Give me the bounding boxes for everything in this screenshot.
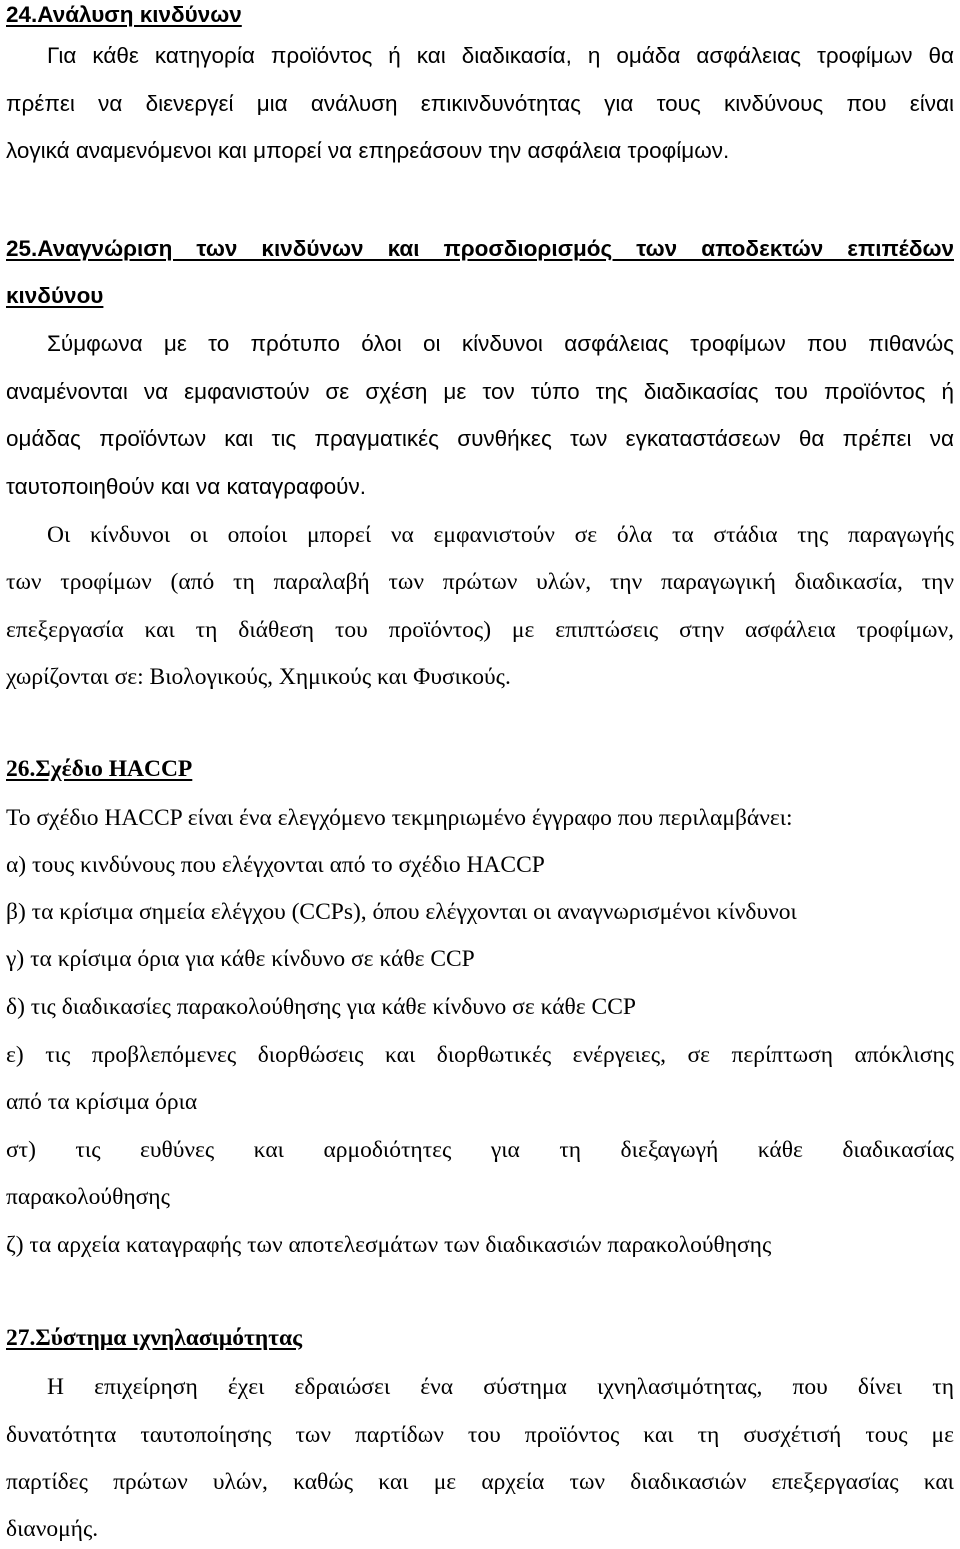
section-26-heading: 26.Σχέδιο HACCP	[6, 756, 193, 782]
section-26-item-z: ζ) τα αρχεία καταγραφής των αποτελεσμάτων των διαδικασιών παρακολούθησης	[6, 1232, 772, 1258]
section-26-item-d: δ) τις διαδικασίες παρακολούθησης για κάθε κίνδυνο σε κάθε CCP	[6, 994, 636, 1020]
section-27-line-3: παρτίδες πρώτων υλών, καθώς και με αρχεία των διαδικασιών επεξεργασίας και	[6, 1469, 954, 1495]
section-25-para2-line-2: των τροφίμων (από τη παραλαβή των πρώτων υλών, την παραγωγική διαδικασία, την	[6, 569, 954, 595]
section-25-para1-line-1: Σύμφωνα με το πρότυπο όλοι οι κίνδυνοι ασφάλειας τροφίμων που πιθανώς	[47, 331, 954, 356]
section-24-line-2: πρέπει να διενεργεί μια ανάλυση επικινδυνότητας για τους κινδύνους που είναι	[6, 91, 954, 116]
section-26-line-1: Το σχέδιο HACCP είναι ένα ελεγχόμενο τεκμηριωμένο έγγραφο που περιλαμβάνει:	[6, 805, 793, 831]
section-25-heading-line-2: κινδύνου	[6, 283, 104, 308]
section-26-item-a: α) τους κινδύνους που ελέγχονται από το σχέδιο HACCP	[6, 852, 545, 878]
section-27-line-2: δυνατότητα ταυτοποίησης των παρτίδων του προϊόντος και τη συσχέτισή τους με	[6, 1422, 954, 1448]
section-25-para1-line-4: ταυτοποιηθούν και να καταγραφούν.	[6, 474, 366, 499]
section-27-heading: 27.Σύστημα ιχνηλασιμότητας	[6, 1325, 303, 1351]
section-26-item-b: β) τα κρίσιμα σημεία ελέγχου (CCPs), όπου ελέγχονται οι αναγνωρισμένοι κίνδυνοι	[6, 899, 797, 925]
section-26-item-e-line-1: ε) τις προβλεπόμενες διορθώσεις και διορθωτικές ενέργειες, σε περίπτωση απόκλισης	[6, 1042, 954, 1068]
section-25-para1-line-3: ομάδας προϊόντων και τις πραγματικές συνθήκες των εγκαταστάσεων θα πρέπει να	[6, 426, 954, 451]
section-26-item-c: γ) τα κρίσιμα όρια για κάθε κίνδυνο σε κάθε CCP	[6, 946, 475, 972]
section-25-para2-line-1: Οι κίνδυνοι οι οποίοι μπορεί να εμφανιστούν σε όλα τα στάδια της παραγωγής	[47, 522, 954, 548]
section-26-item-st-line-1: στ) τις ευθύνες και αρμοδιότητες για τη διεξαγωγή κάθε διαδικασίας	[6, 1137, 954, 1163]
section-25-para2-line-3: επεξεργασία και τη διάθεση του προϊόντος) με επιπτώσεις στην ασφάλεια τροφίμων,	[6, 617, 954, 643]
section-24-line-1: Για κάθε κατηγορία προϊόντος ή και διαδικασία, η ομάδα ασφάλειας τροφίμων θα	[47, 43, 954, 68]
section-27-line-1: Η επιχείρηση έχει εδραιώσει ένα σύστημα ιχνηλασιμότητας, που δίνει τη	[47, 1374, 954, 1400]
section-24-line-3: λογικά αναμενόμενοι και μπορεί να επηρεάσουν την ασφάλεια τροφίμων.	[6, 138, 730, 163]
section-26-item-e-line-2: από τα κρίσιμα όρια	[6, 1089, 198, 1115]
section-25-para2-line-4: χωρίζονται σε: Βιολογικούς, Χημικούς και Φυσικούς.	[6, 664, 511, 690]
section-25-para1-line-2: αναμένονται να εμφανιστούν σε σχέση με τον τύπο της διαδικασίας του προϊόντος ή	[6, 379, 954, 404]
section-27-line-4: διανομής.	[6, 1516, 99, 1542]
section-25-heading-line-1: 25.Αναγνώριση των κινδύνων και προσδιορισμός των αποδεκτών επιπέδων	[6, 236, 954, 261]
section-24-heading: 24.Ανάλυση κινδύνων	[6, 2, 242, 27]
section-26-item-st-line-2: παρακολούθησης	[6, 1184, 170, 1210]
